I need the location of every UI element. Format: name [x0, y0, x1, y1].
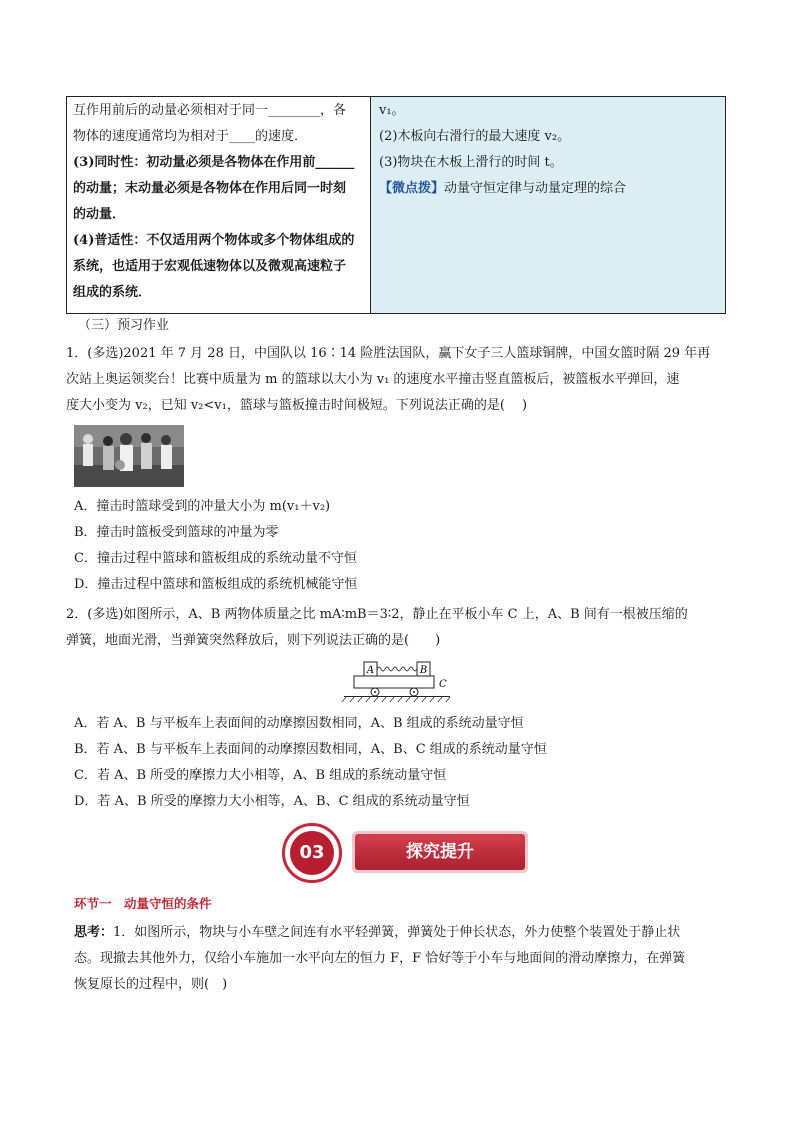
section-number-badge — [282, 823, 342, 883]
table-left-line: 系统，也适用于宏观低速物体以及微观高速粒子 — [73, 259, 347, 274]
table-right-line: (3)物块在木板上滑行的时间 t。 — [379, 155, 563, 170]
tip-tag: 【微点拨】 — [379, 181, 445, 196]
table-left-line: 物体的速度通常均为相对于____的速度． — [73, 129, 308, 144]
cart-diagram — [342, 660, 452, 704]
q2-option: A．若 A、B 与平板车上表面间的动摩擦因数相同，A、B 组成的系统动量守恒 — [74, 716, 524, 731]
section-heading: （三）预习作业 — [78, 318, 170, 333]
spring-icon — [377, 667, 417, 671]
table-right-tip — [379, 176, 626, 202]
table-right-line: (2)木板向右滑行的最大速度 v₂。 — [379, 129, 571, 144]
think-line — [74, 921, 680, 945]
table-left-line: (4)普适性：不仅适用两个物体或多个物体组成的 — [73, 233, 355, 248]
table-left-line: 组成的系统． — [73, 285, 152, 300]
knowledge-table — [66, 96, 726, 314]
think-line: 态。现撤去其他外力，仅给小车施加一水平向左的恒力 F，F 恰好等于小车与地面间的滑动摩擦力，在弹簧 — [74, 951, 686, 966]
basketball-photo — [74, 425, 184, 487]
think-line: 恢复原长的过程中，则( ) — [74, 977, 228, 992]
cart-c-label: C — [439, 679, 447, 690]
q1-option: D．撞击过程中篮球和篮板组成的系统机械能守恒 — [74, 577, 358, 592]
table-left-line: 的动量；末动量必须是各物体在作用后同一时刻 — [73, 181, 347, 196]
q2-option: D．若 A、B 所受的摩擦力大小相等，A、B、C 组成的系统动量守恒 — [74, 794, 470, 809]
table-left-line: (3)同时性：初动量必须是各物体在作用前______ — [73, 155, 355, 170]
tip-text: 动量守恒定律与动量定理的综合 — [444, 181, 627, 196]
think-label: 思考： — [74, 925, 114, 940]
think-text: 1．如图所示，物块与小车壁之间连有水平轻弹簧，弹簧处于伸长状态，外力使整个装置处于静止状 — [113, 925, 681, 940]
section-number: 03 — [290, 831, 334, 875]
q1-option: A．撞击时篮球受到的冲量大小为 m(v₁＋v₂) — [74, 499, 331, 514]
table-left-cell — [67, 97, 371, 313]
q2-option: C．若 A、B 所受的摩擦力大小相等，A、B 组成的系统动量守恒 — [74, 768, 447, 783]
q1-line: 度大小变为 v₂，已知 v₂<v₁，篮球与篮板撞击时间极短。下列说法正确的是( ) — [66, 398, 528, 413]
table-right-line: v₁。 — [379, 103, 405, 118]
table-left-line: 互作用前后的动量必须相对于同一________，各 — [73, 103, 347, 118]
q2-line: 2．(多选)如图所示，A、B 两物体质量之比 mA∶mB＝3∶2，静止在平板小车 C 上，A、B 间有一根被压缩的 — [66, 607, 688, 622]
q1-line: 1．(多选)2021 年 7 月 28 日，中国队以 16∶14 险胜法国队，赢下女子三人篮球铜牌，中国女篮时隔 29 年再 — [66, 346, 711, 361]
q2-line: 弹簧，地面光滑，当弹簧突然释放后，则下列说法正确的是( ) — [66, 633, 441, 648]
q1-line: 次站上奥运领奖台！比赛中质量为 m 的篮球以大小为 v₁ 的速度水平撞击竖直篮板后，被篮板水平弹回，速 — [66, 372, 680, 387]
link-heading: 环节一 动量守恒的条件 — [74, 896, 212, 911]
cart-body — [354, 676, 434, 688]
q1-option: B．撞击时篮板受到篮球的冲量为零 — [74, 525, 279, 540]
block-b-label: B — [419, 665, 428, 676]
q2-option: B．若 A、B 与平板车上表面间的动摩擦因数相同，A、B、C 组成的系统动量守恒 — [74, 742, 547, 757]
q1-option: C．撞击过程中篮球和篮板组成的系统动量不守恒 — [74, 551, 357, 566]
section-title-banner: 探究提升 — [352, 831, 528, 873]
table-right-cell — [371, 97, 725, 313]
block-a-label: A — [366, 665, 375, 676]
table-left-line: 的动量． — [73, 207, 126, 222]
